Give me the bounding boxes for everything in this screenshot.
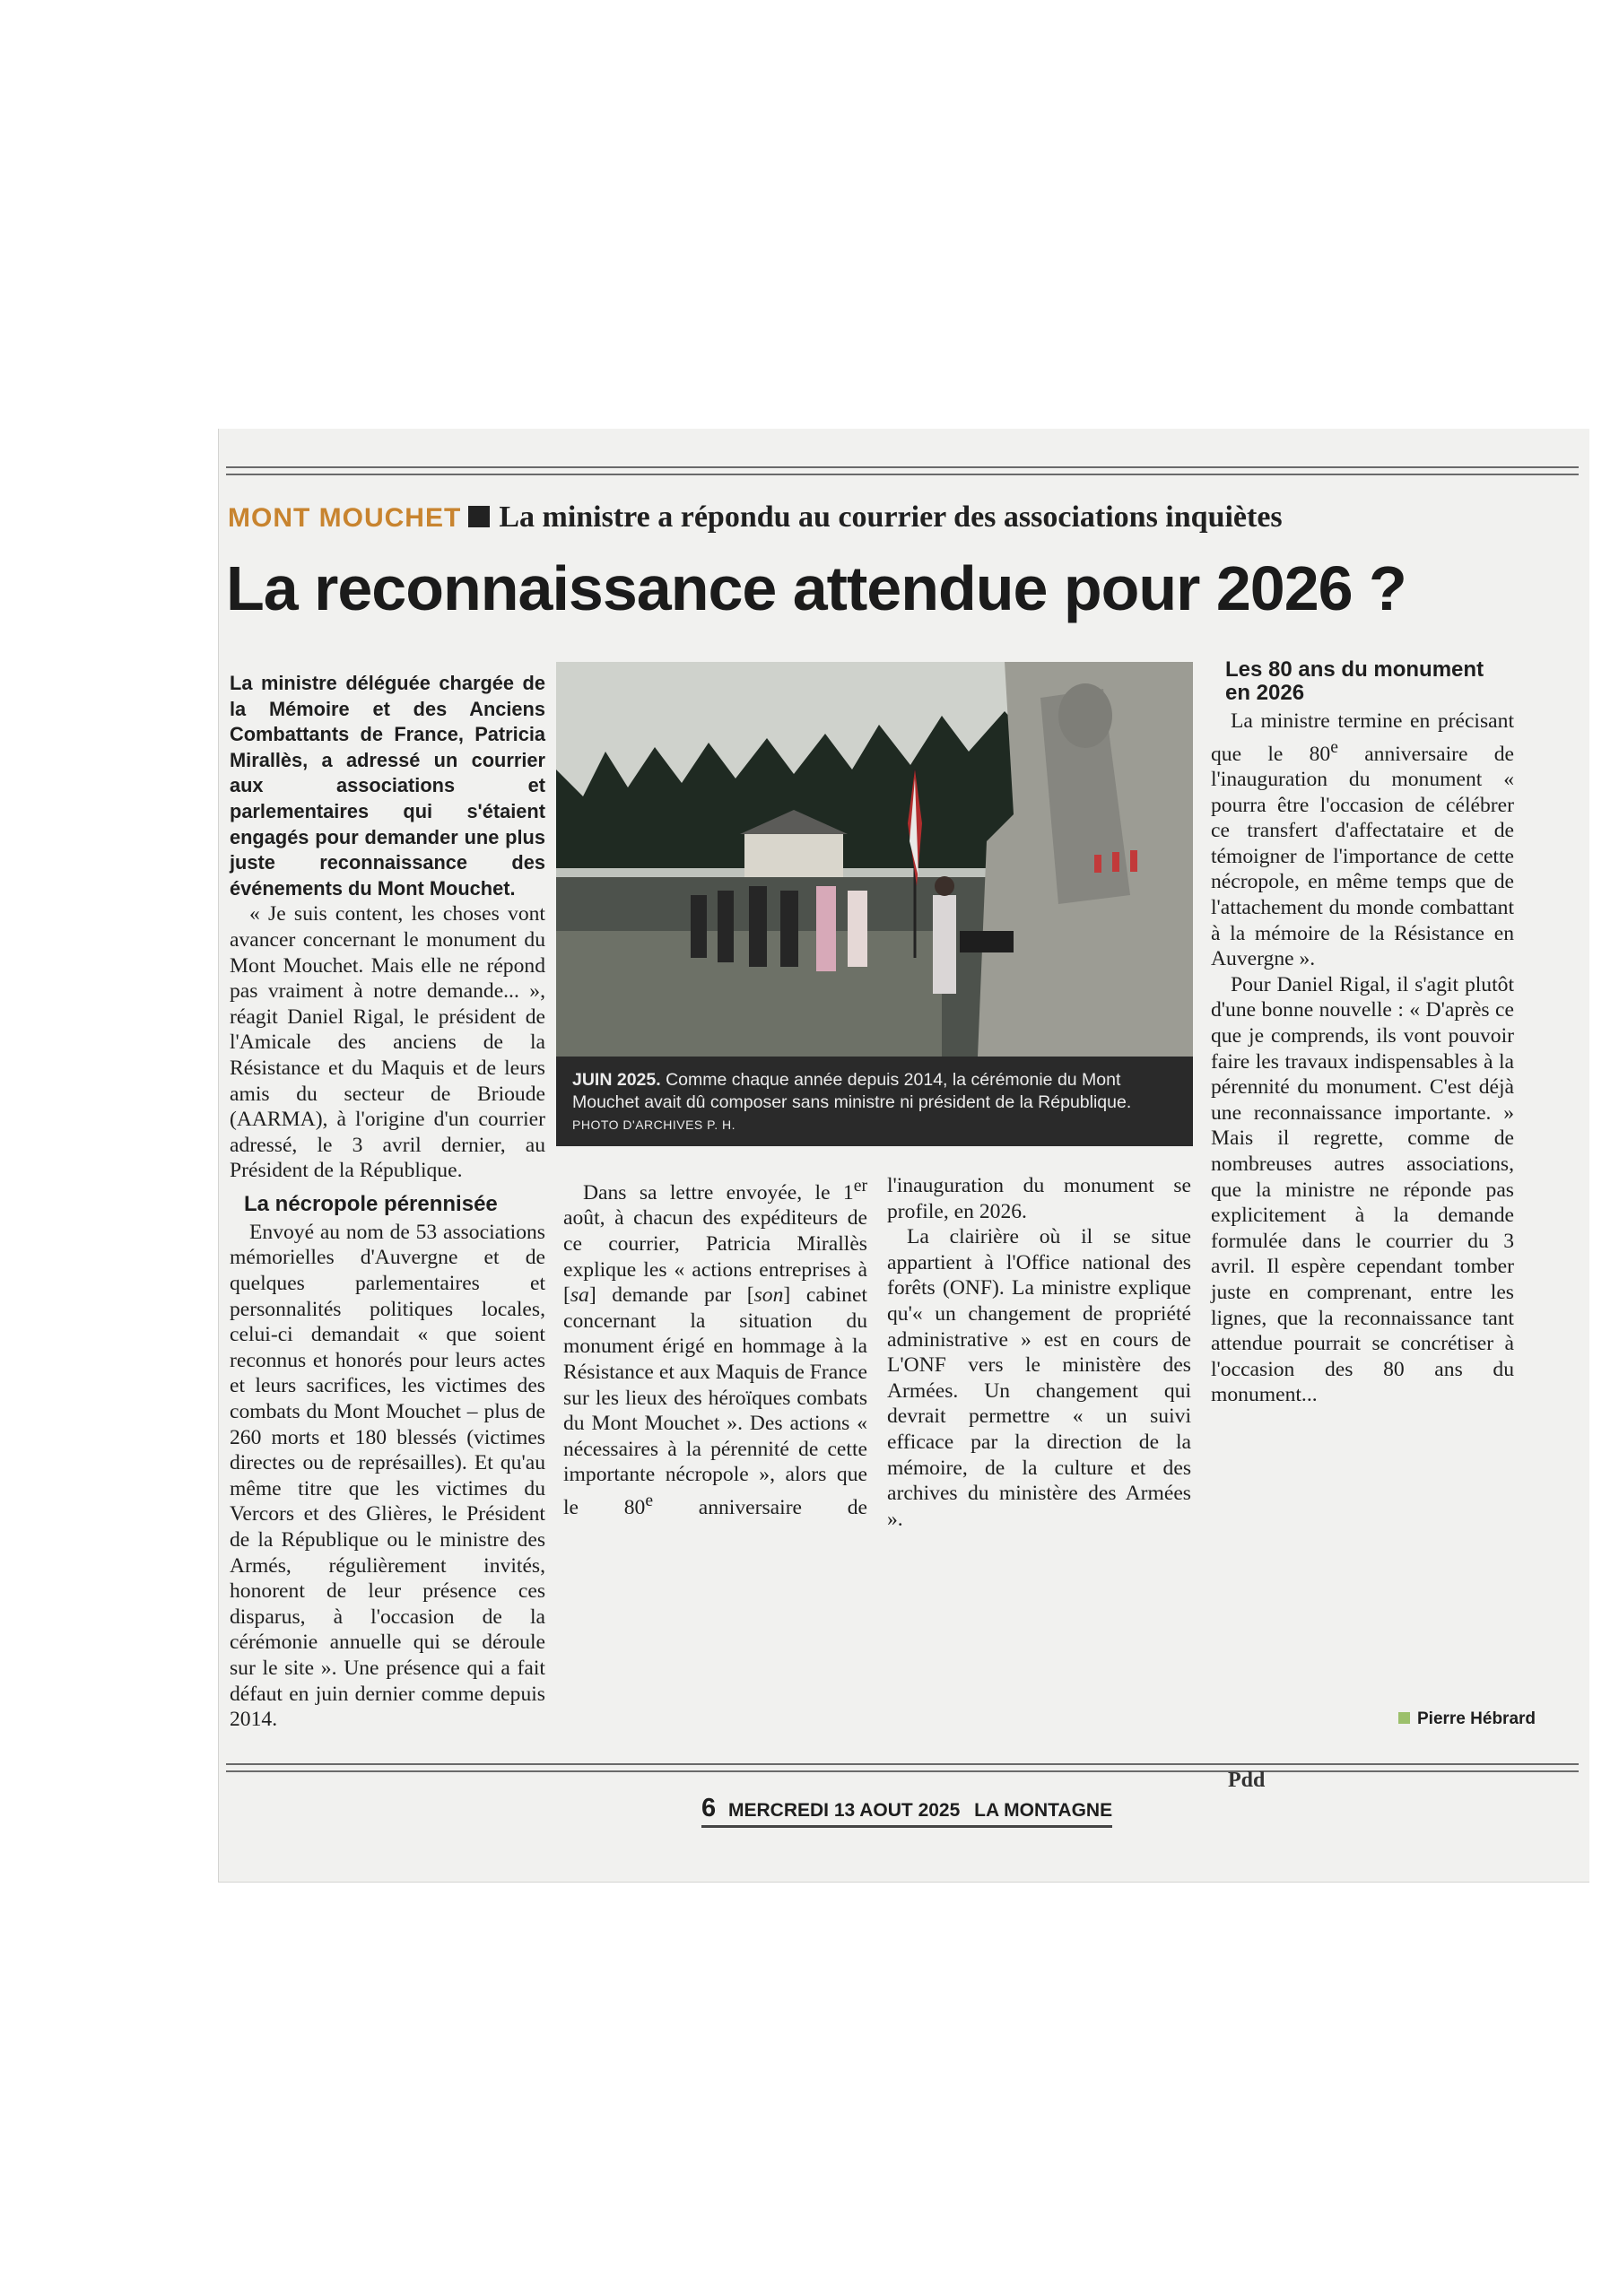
end-mark-icon (1398, 1712, 1410, 1724)
ceremony-photo-image (556, 662, 1193, 1057)
kicker (228, 500, 1283, 535)
top-rule (226, 466, 1579, 475)
author-name: Pierre Hébrard (1417, 1709, 1536, 1728)
column-2 (563, 1173, 1191, 1675)
page-number: 6 (701, 1794, 717, 1822)
paragraph-1: « Je suis content, les choses vont avancer concernant le monument du Mont Mouchet. Mais elle ne répond pas vraiment à notre demande... », réagit Daniel Rigal, le président de l'Amicale des anciens de la Résistance et du Maquis et de leurs amis du secteur de Brioude (AARMA), à l'origine d'un courrier adressé, le 3 avril dernier, au Président de la République. (230, 902, 545, 1183)
kicker-place: MONT MOUCHET (228, 503, 462, 533)
paragraph-6: Pour Daniel Rigal, il s'agit plutôt d'une bonne nouvelle : « D'après ce que je comprends, ils vont pouvoir faire les travaux indispensables à la pérennité du monument. C'est déjà une reconnaissance importante. » Mais il regrette, comme de nombreuses autres associations, que la ministre ne réponde pas explicitement à la demande formulée dans le courrier du 3 avril. Il espère cependant tomber juste en comprenant, entre les lignes, que la reconnaissance tant attendue pourrait se concrétiser à l'occasion des 80 ans du monument... (1211, 972, 1514, 1407)
photo-caption (556, 1057, 1193, 1146)
footer-newspaper: LA MONTAGNE (974, 1800, 1113, 1821)
photo-credit: PHOTO D'ARCHIVES P. H. (572, 1118, 736, 1132)
column-4 (1211, 649, 1514, 1408)
headline: La reconnaissance attendue pour 2026 ? (226, 553, 1406, 623)
paragraph-4: La clairière où il se situe appartient à l'Office national des forêts (ONF). La ministre explique qu'« un changement de propriété administrative » est en cours de L'ONF vers le ministère des Armées. Un changement qui devrait permettre « un suivi efficace par la direction de la mémoire, de la culture et des archives du ministère des Armées ». (887, 1225, 1191, 1531)
author-signature (1398, 1709, 1536, 1729)
newspaper-clipping (218, 429, 1589, 1883)
subhead-necropole: La nécropole pérennisée (244, 1191, 498, 1216)
paragraph-5: La ministre termine en précisant que le 80e anniversaire de l'inauguration du monument « pourra être l'occasion de célébrer ce transfert d'affectataire et de témoigner de l'importance de cette nécropole, en même temps que de l'attachement du monde combattant à la mémoire de la Résistance en Auvergne ». (1211, 709, 1514, 971)
square-bullet-icon (468, 506, 490, 527)
handwritten-note: Pdd (1228, 1769, 1266, 1792)
caption-text: Comme chaque année depuis 2014, la cérémonie du Mont Mouchet avait dû composer sans ministre ni président de la République. (572, 1070, 1132, 1112)
footer-date: MERCREDI 13 AOUT 2025 (727, 1800, 961, 1821)
chapo: La ministre déléguée chargée de la Mémoire et des Anciens Combattants de France, Patricia Mirallès, a adressé un courrier aux associations et parlementaires qui s'étaient engagés pour demander une plus juste reconnaissance des événements du Mont Mouchet. (230, 672, 545, 900)
bottom-rule (226, 1763, 1579, 1772)
page-footer (701, 1794, 1112, 1828)
paragraph-3: Dans sa lettre envoyée, le 1er août, à chacun des expéditeurs de ce courrier, Patricia Mirallès explique les « actions entreprises à [sa] demande par [son] cabinet concernant la situation du monument érigé en hommage à la Résistance et aux Maquis de France sur les lieux des héroïques combats du Mont Mouchet ». Des actions « nécessaires à la pérennité de cette importante nécropole », alors que le 80e anniversaire de l'inauguration du monument se profile, en 2026. (563, 1174, 1191, 1519)
column-1 (230, 671, 545, 1733)
paragraph-2: Envoyé au nom de 53 associations mémorielles d'Auvergne et de quelques parlementaires et personnalités politiques locales, celui-ci demandait « que soient reconnus et honorés pour leurs actes et leurs sacrifices, les victimes des combats du Mont Mouchet – plus de 260 morts et 180 blessés (victimes directes ou de représailles). Et qu'au même titre que les victimes du Vercors et des Glières, le Président de la République ou le ministre des Armés, régulièrement invités, honorent de leur présence ces disparus, à l'occasion de la cérémonie annuelle qui se déroule sur le site ». Une présence qui a fait défaut en juin dernier comme depuis 2014. (230, 1220, 545, 1732)
caption-label: JUIN 2025. (572, 1070, 661, 1090)
kicker-text: La ministre a répondu au courrier des associations inquiètes (499, 500, 1283, 534)
ceremony-photo (556, 662, 1193, 1146)
subhead-80-ans: Les 80 ans du monument en 2026 (1225, 657, 1484, 705)
